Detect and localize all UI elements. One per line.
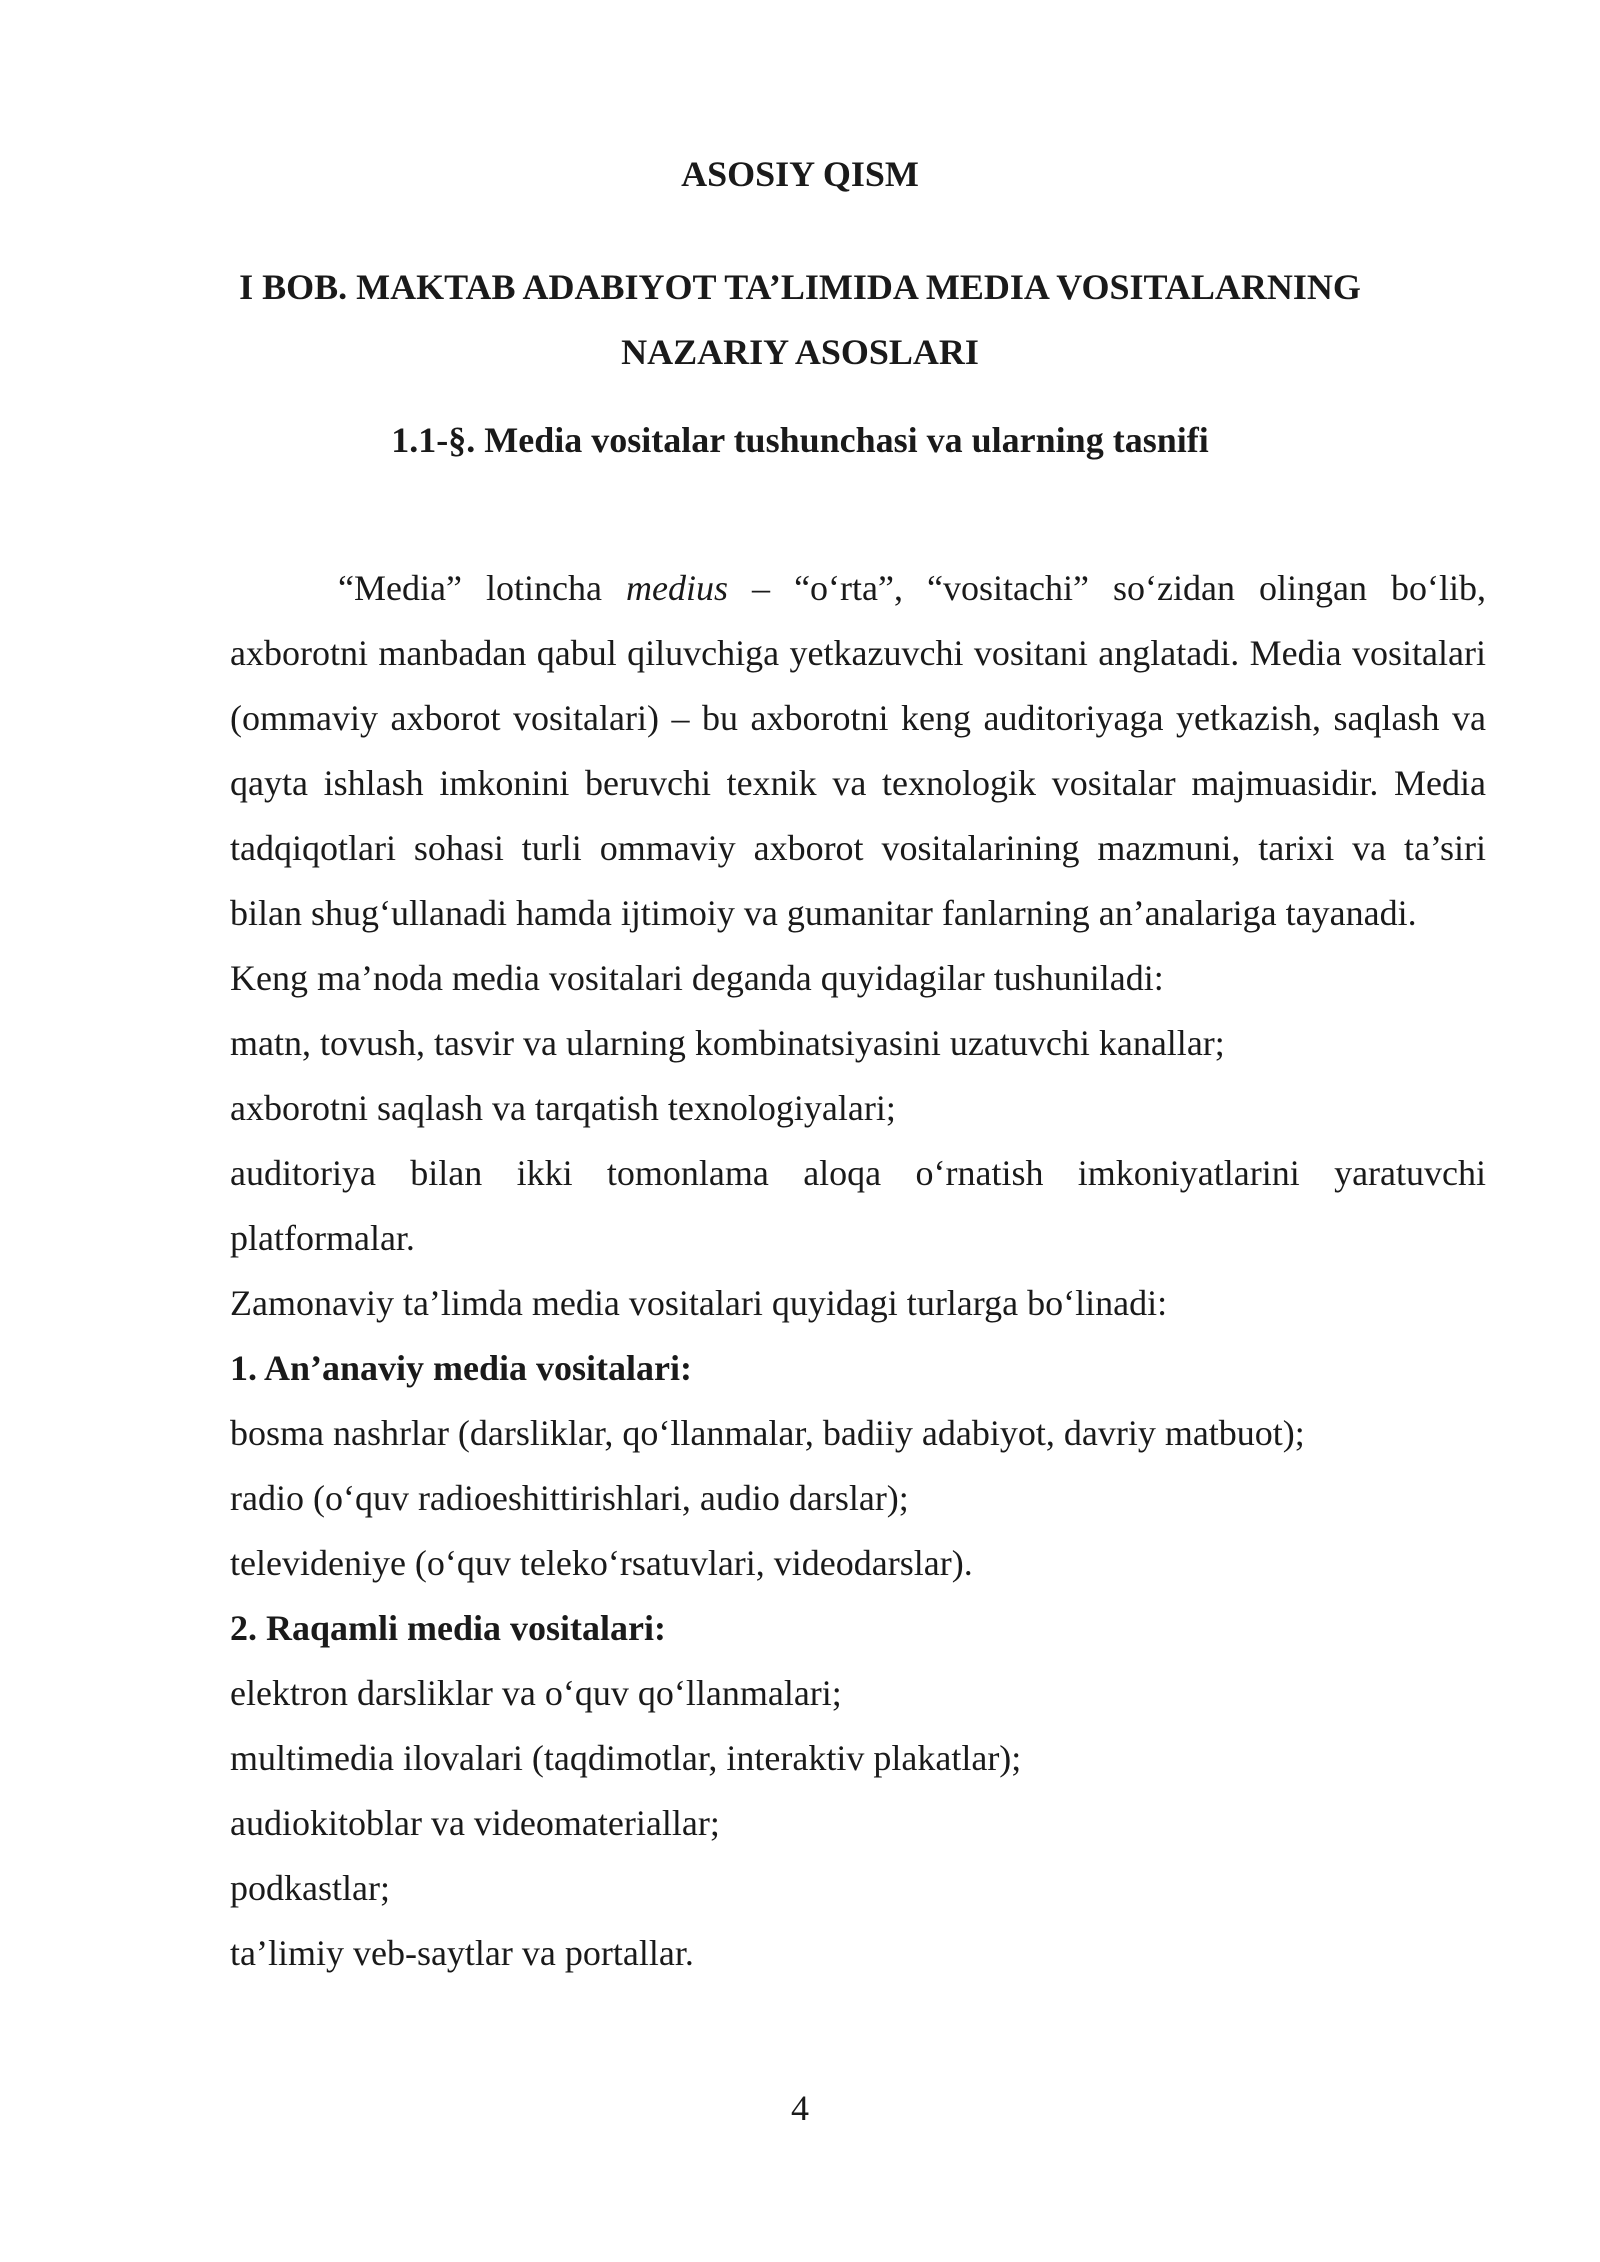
list-item: ta’limiy veb-saytlar va portallar. [230,1933,694,1973]
list-item: elektron darsliklar va o‘quv qo‘llanmalari; [230,1673,842,1713]
list-item: podkastlar; [230,1868,390,1908]
intro-text-rest: – “o‘rta”, “vositachi” so‘zidan olingan bo‘lib, axborotni manbadan qabul qiluvchiga yetkazuvchi vositani anglatadi. Media vositalari (ommaviy axborot vositalari) – bu axborotni keng auditoriyaga yetkazish, saqlash va qayta ishlash imkonini beruvchi texnik va texnologik vositalar majmuasidir. Media tadqiqotlari sohasi turli ommaviy axborot vositalarining mazmuni, tarixi va ta’siri bilan shug‘ullanadi hamda ijtimoiy va gumanitar fanlarning an’analariga tayanadi. [230,568,1487,933]
list-item: axborotni saqlash va tarqatish texnologiyalari; [230,1088,896,1128]
traditional-media-heading: 1. An’anaviy media vositalari: [230,1348,693,1388]
digital-media-heading: 2. Raqamli media vositalari: [230,1608,666,1648]
intro-paragraph [230,556,1486,946]
broad-meaning-line: Keng ma’noda media vositalari deganda quyidagilar tushuniladi: [230,958,1164,998]
intro-italic-term: medius [625,568,728,608]
modern-types-line: Zamonaviy ta’limda media vositalari quyidagi turlarga bo‘linadi: [230,1283,1168,1323]
list-item: matn, tovush, tasvir va ularning kombinatsiyasini uzatuvchi kanallar; [230,1023,1225,1063]
list-item: bosma nashrlar (darsliklar, qo‘llanmalar, badiiy adabiyot, davriy matbuot); [230,1413,1305,1453]
list-item: auditoriya bilan ikki tomonlama aloqa o‘rnatish imkoniyatlarini yaratuvchi platformalar. [230,1153,1486,1258]
list-item: multimedia ilovalari (taqdimotlar, interaktiv plakatlar); [230,1738,1022,1778]
section-title: 1.1-§. Media vositalar tushunchasi va ularning tasnifi [391,420,1209,460]
chapter-title-line-1: I BOB. MAKTAB ADABIYOT TA’LIMIDA MEDIA VOSITALARNING [239,267,1361,307]
chapter-title-line-2: NAZARIY ASOSLARI [621,332,979,372]
list-item: televideniye (o‘quv teleko‘rsatuvlari, videodarslar). [230,1543,973,1583]
main-heading: ASOSIY QISM [681,154,919,194]
list-item: audiokitoblar va videomateriallar; [230,1803,720,1843]
page-number: 4 [791,2088,809,2128]
body-text [230,556,1486,1986]
intro-text-start: “Media” lotincha [338,568,626,608]
list-item: radio (o‘quv radioeshittirishlari, audio darslar); [230,1478,909,1518]
